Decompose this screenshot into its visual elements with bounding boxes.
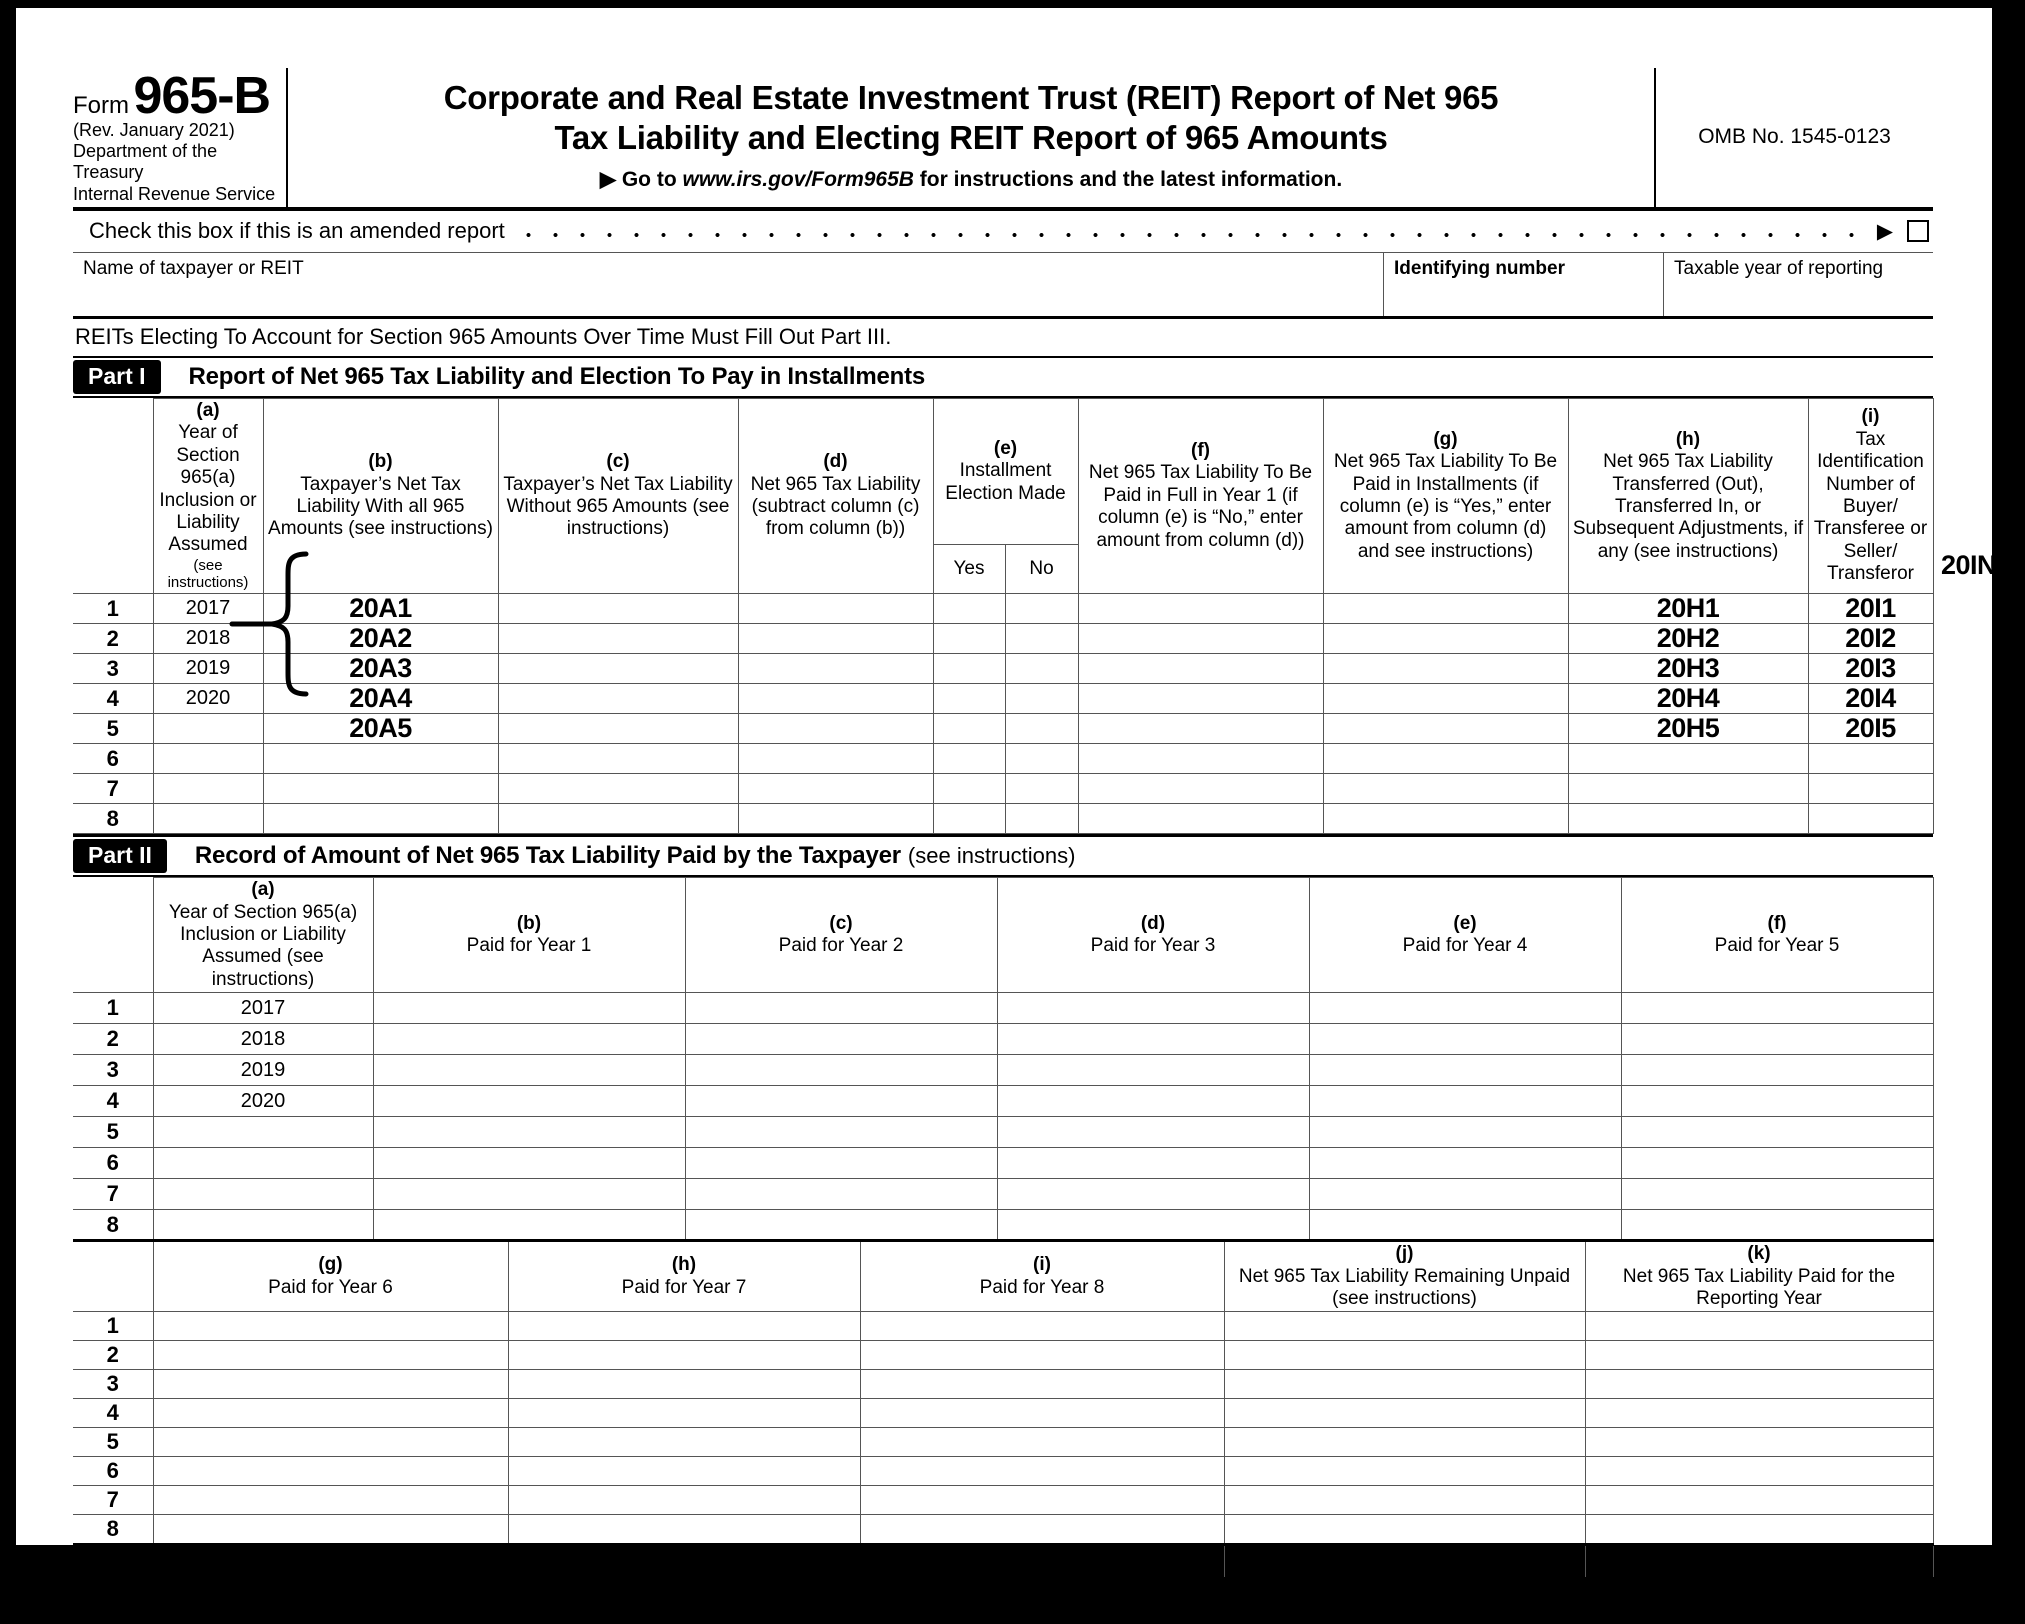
entry-cell [498,624,738,654]
entry-cell [738,624,933,654]
part2-col-k-header: (k) Net 965 Tax Liability Paid for the Reporting Year [1585,1242,1933,1312]
part2-header-bar [73,834,1933,877]
entry-cell [1078,804,1323,834]
entry-cell [1323,624,1568,654]
yes-cell [933,774,1005,804]
year-cell: 2019 [153,1055,373,1086]
identifying-number-field: Identifying number [1383,253,1663,316]
goto-suffix: for instructions and the latest information. [919,167,1343,191]
part2-row [73,1117,1933,1148]
year-cell: 2020 [153,684,263,714]
entry-cell [1568,804,1808,834]
entry-cell [1568,744,1808,774]
entry-cell [1309,1179,1621,1210]
entry-cell [1078,714,1323,744]
part2-row [73,1486,1933,1515]
entry-cell [738,804,933,834]
totals-entry-cell [1224,1545,1585,1579]
row-number: 2 [73,1024,153,1055]
entry-cell [1224,1515,1585,1545]
entry-cell [153,1515,508,1545]
entry-cell [373,993,685,1024]
entry-cell [997,1210,1309,1241]
code-cell-b: 20A1 [263,594,498,624]
entry-cell [153,1486,508,1515]
form-number: 965-B [133,67,271,125]
part1-col-e-header: (e) Installment Election Made [933,398,1078,544]
row-number: 2 [73,1341,153,1370]
row-number: 3 [73,1055,153,1086]
entry-cell [1585,1486,1933,1515]
no-cell [1005,594,1078,624]
part2-row [73,1341,1933,1370]
entry-cell [373,1179,685,1210]
part2-col-b-header: (b) Paid for Year 1 [373,878,685,993]
taxpayer-name-field: Name of taxpayer or REIT [83,257,304,279]
no-subheader: No [1005,544,1078,593]
part2-row [73,1086,1933,1117]
part1-row [73,774,1933,804]
row-number: 8 [73,1210,153,1241]
part2-row [73,1370,1933,1399]
footer-revision: (Rev. 1-2021) [1818,1600,1933,1622]
part1-row [73,744,1933,774]
entry-cell [1224,1370,1585,1399]
code-cell-h: 20H5 [1568,714,1808,744]
omb-number: OMB No. 1545-0123 [1698,125,1891,149]
part2-col-c-header: (c) Paid for Year 2 [685,878,997,993]
year-cell [153,1148,373,1179]
entry-cell [1585,1399,1933,1428]
footer-form-word: Form [1695,1600,1740,1622]
code-cell-b: 20A3 [263,654,498,684]
entry-cell [263,744,498,774]
code-cell-i: 20I1 [1808,594,1933,624]
entry-cell [738,654,933,684]
row-number: 7 [73,1179,153,1210]
row-number-header [73,398,153,593]
entry-cell [860,1370,1224,1399]
entry-cell [1585,1370,1933,1399]
entry-cell [1078,684,1323,714]
entry-cell [373,1117,685,1148]
row-number: 8 [73,1515,153,1545]
entry-cell [263,774,498,804]
row-number: 2 [73,624,153,654]
part1-col-b-header: (b) Taxpayer’s Net Tax Liability With all 965 Amounts (see instructions) [263,398,498,593]
part2-table-b [73,1242,1934,1581]
entry-cell [1078,624,1323,654]
form-title-line1: Corporate and Real Estate Investment Trust (REIT) Report of Net 965 [443,79,1499,116]
entry-cell [1808,744,1933,774]
part2-col-d-header: (d) Paid for Year 3 [997,878,1309,993]
entry-cell [1078,744,1323,774]
no-cell [1005,744,1078,774]
totals-cell [73,1545,1224,1579]
taxable-year-field: Taxable year of reporting [1663,253,1933,316]
year-cell [153,1210,373,1241]
entry-cell [685,1179,997,1210]
row-number-header [73,1242,153,1312]
part2-row [73,1515,1933,1545]
form-title-line2: Tax Liability and Electing REIT Report of 965 Amounts [554,119,1388,157]
entry-cell [1224,1399,1585,1428]
yes-cell [933,714,1005,744]
part2-row [73,1179,1933,1210]
yes-cell [933,684,1005,714]
part1-col-d-header: (d) Net 965 Tax Liability (subtract column (c) from column (b)) [738,398,933,593]
entry-cell [1309,1117,1621,1148]
code-cell-i: 20I5 [1808,714,1933,744]
entry-cell [508,1457,860,1486]
entry-cell [738,594,933,624]
entry-cell [1078,774,1323,804]
entry-cell [1309,1086,1621,1117]
entry-cell [1585,1341,1933,1370]
entry-cell [1224,1428,1585,1457]
entry-cell [1568,774,1808,804]
entry-cell [1323,714,1568,744]
catalog-number: Cat. No. 71278S [1245,1592,1386,1614]
part2-col-g-header: (g) Paid for Year 6 [153,1242,508,1312]
no-cell [1005,774,1078,804]
entry-cell [997,993,1309,1024]
year-cell: 2017 [153,993,373,1024]
part1-header-bar [73,356,1933,398]
amended-report-checkbox[interactable] [1907,220,1929,242]
part1-col-a-header: (a) Year of Section 965(a) Inclusion or Liability Assumed (see instructions) [153,398,263,593]
year-cell [153,1117,373,1148]
code-cell-h: 20H1 [1568,594,1808,624]
entry-cell [508,1486,860,1515]
leader-dots [150,1553,1193,1571]
entry-cell [498,714,738,744]
year-cell [153,774,263,804]
part1-col-i-header: (i) Tax Identification Number of Buyer/ Transferee or Seller/ Transferor [1808,398,1933,593]
entry-cell [1323,684,1568,714]
entry-cell [1323,744,1568,774]
part2-row [73,1428,1933,1457]
row-number: 1 [73,594,153,624]
no-cell [1005,714,1078,744]
entry-cell [1621,1024,1933,1055]
entry-cell [1224,1486,1585,1515]
entry-cell [685,1055,997,1086]
row-number: 3 [73,1370,153,1399]
part2-col-e-header: (e) Paid for Year 4 [1309,878,1621,993]
form-footer [73,1581,1933,1624]
entry-cell [685,1024,997,1055]
entry-cell [1585,1515,1933,1545]
entry-cell [997,1117,1309,1148]
form-revision: (Rev. January 2021) [73,120,235,140]
entry-cell [685,993,997,1024]
totals-entry-cell [1585,1545,1933,1579]
row-number: 5 [73,714,153,744]
part1-row [73,714,1933,744]
row-number: 6 [73,744,153,774]
entry-cell [498,774,738,804]
entry-cell [738,684,933,714]
row-number: 3 [73,654,153,684]
row-number: 6 [73,1457,153,1486]
form-header [73,68,1933,211]
entry-cell [498,654,738,684]
entry-cell [373,1024,685,1055]
arrow-right-icon: ▶ [599,167,616,191]
row-number: 4 [73,1086,153,1117]
footer-form-number: 965-B [1744,1592,1813,1623]
entry-cell [997,1024,1309,1055]
year-cell [153,804,263,834]
entry-cell [508,1399,860,1428]
entry-cell [997,1179,1309,1210]
entry-cell [685,1117,997,1148]
arrow-right-icon: ▶ [1876,219,1893,243]
yes-cell [933,804,1005,834]
entry-cell [685,1086,997,1117]
entry-cell [860,1428,1224,1457]
entry-cell [1621,1179,1933,1210]
row-number: 1 [73,1312,153,1341]
part2-col-j-header: (j) Net 965 Tax Liability Remaining Unpaid (see instructions) [1224,1242,1585,1312]
code-cell-b: 20A5 [263,714,498,744]
code-cell-h: 20H2 [1568,624,1808,654]
part2-col-h-header: (h) Paid for Year 7 [508,1242,860,1312]
omb-block [1656,68,1933,207]
entry-cell [860,1457,1224,1486]
row-number: 4 [73,1399,153,1428]
year-cell: 2020 [153,1086,373,1117]
leader-dots [515,222,1867,240]
reit-note: REITs Electing To Account for Section 965 Amounts Over Time Must Fill Out Part III. [75,323,892,349]
row-number: 1 [73,993,153,1024]
part2-label: Part II [73,839,167,873]
row-number: 7 [73,1486,153,1515]
entry-cell [997,1055,1309,1086]
year-cell: 2017 [153,594,263,624]
agency-line2: Internal Revenue Service [73,183,276,204]
code-cell-i: 20I2 [1808,624,1933,654]
entry-cell [373,1086,685,1117]
identity-row [73,253,1933,319]
entry-cell [1323,594,1568,624]
code-cell-h: 20H3 [1568,654,1808,684]
entry-cell [685,1148,997,1179]
part2-col-f-header: (f) Paid for Year 5 [1621,878,1933,993]
part2-title: Record of Amount of Net 965 Tax Liability Paid by the Taxpayer [194,842,901,870]
totals-row [73,1545,1933,1579]
part2-row [73,1312,1933,1341]
entry-cell [738,744,933,774]
entry-cell [498,684,738,714]
amended-report-row [73,211,1933,253]
entry-cell [685,1210,997,1241]
entry-cell [373,1055,685,1086]
year-cell [153,714,263,744]
entry-cell [1323,654,1568,684]
form-page [16,8,1997,1623]
part1-title: Report of Net 965 Tax Liability and Election To Pay in Installments [188,362,926,390]
code-cell-i: 20I4 [1808,684,1933,714]
part1-col-h-header: (h) Net 965 Tax Liability Transferred (Out), Transferred In, or Subsequent Adjustments, if any (see instructions) [1568,398,1808,593]
no-cell [1005,684,1078,714]
code-cell-i: 20I3 [1808,654,1933,684]
entry-cell [1078,654,1323,684]
yes-cell [933,744,1005,774]
part2-row [73,1457,1933,1486]
form-title-block [288,68,1656,207]
year-cell: 2018 [153,1024,373,1055]
part2-row [73,1055,1933,1086]
row-number: 4 [73,684,153,714]
agency-line1: Department of the Treasury [73,141,218,183]
entry-cell [153,1341,508,1370]
row-number: 5 [73,1428,153,1457]
goto-instructions [298,168,1644,192]
entry-cell [738,774,933,804]
entry-cell [738,714,933,744]
no-cell [1005,804,1078,834]
year-cell [153,1179,373,1210]
entry-cell [1621,1117,1933,1148]
entry-cell [860,1399,1224,1428]
no-cell [1005,624,1078,654]
entry-cell [153,1428,508,1457]
part1-row [73,594,1933,624]
part2-row [73,1399,1933,1428]
part2-table-a [73,877,1934,1242]
no-cell [1005,654,1078,684]
part2-col-i-header: (i) Paid for Year 8 [860,1242,1224,1312]
entry-cell [1808,774,1933,804]
entry-cell [1621,1055,1933,1086]
entry-cell [1621,1148,1933,1179]
form-url-link[interactable]: www.irs.gov/Form965B [682,167,914,191]
totals-label: Totals [77,1548,141,1574]
entry-cell [153,1370,508,1399]
row-number: 5 [73,1117,153,1148]
footer-form-id [1695,1593,1933,1624]
part1-table-wrap [73,398,1997,834]
form-id-block [73,68,288,207]
entry-cell [508,1370,860,1399]
entry-cell [1808,804,1933,834]
row-number-header [73,878,153,993]
entry-cell [498,594,738,624]
part2-col-a-header: (a) Year of Section 965(a) Inclusion or Liability Assumed (see instructions) [153,878,373,993]
entry-cell [1309,993,1621,1024]
entry-cell [997,1086,1309,1117]
yes-cell [933,654,1005,684]
part1-col-f-header: (f) Net 965 Tax Liability To Be Paid in Full in Year 1 (if column (e) is “No,” enter amount from column (d)) [1078,398,1323,593]
part1-col-g-header: (g) Net 965 Tax Liability To Be Paid in Installments (if column (e) is “Yes,” enter amount from column (d) and see instructions) [1323,398,1568,593]
part1-row [73,804,1933,834]
entry-cell [498,744,738,774]
entry-cell [1323,804,1568,834]
entry-cell [1585,1312,1933,1341]
year-cell [153,744,263,774]
entry-cell [1224,1341,1585,1370]
part1-label: Part I [73,360,161,394]
yes-cell [933,594,1005,624]
part1-table [73,398,1934,834]
part2-row [73,993,1933,1024]
entry-cell [508,1428,860,1457]
entry-cell [860,1341,1224,1370]
privacy-notice: For Privacy Act and Paperwork Reduction Act Notice, see the separate instructions. [73,1598,909,1622]
entry-cell [1224,1312,1585,1341]
entry-cell [1309,1148,1621,1179]
entry-cell [373,1210,685,1241]
code-cell-h: 20H4 [1568,684,1808,714]
entry-cell [1078,594,1323,624]
year-cell: 2018 [153,624,263,654]
part2-title-note: (see instructions) [907,843,1076,869]
arrow-right-icon: ▶ [1203,1550,1220,1574]
entry-cell [1309,1055,1621,1086]
entry-cell [1621,993,1933,1024]
code-cell-b: 20A2 [263,624,498,654]
entry-cell [153,1457,508,1486]
yes-cell [933,624,1005,654]
part2-row [73,1024,1933,1055]
entry-cell [1224,1457,1585,1486]
part2-row [73,1210,1933,1241]
year-cell: 2019 [153,654,263,684]
entry-cell [1621,1086,1933,1117]
goto-prefix: Go to [621,167,677,191]
entry-cell [860,1312,1224,1341]
entry-cell [498,804,738,834]
entry-cell [153,1399,508,1428]
row-number: 8 [73,804,153,834]
entry-cell [508,1515,860,1545]
entry-cell [263,804,498,834]
entry-cell [1323,774,1568,804]
row-number: 7 [73,774,153,804]
form-word: Form [73,92,129,119]
entry-cell [860,1515,1224,1545]
entry-cell [997,1148,1309,1179]
entry-cell [1309,1210,1621,1241]
part1-col-c-header: (c) Taxpayer’s Net Tax Liability Without 965 Amounts (see instructions) [498,398,738,593]
entry-cell [373,1148,685,1179]
amended-report-label: Check this box if this is an amended report [89,218,505,244]
part1-row [73,684,1933,714]
row-number: 6 [73,1148,153,1179]
entry-cell [1585,1457,1933,1486]
entry-cell [1621,1210,1933,1241]
entry-cell [860,1486,1224,1515]
yes-subheader: Yes [933,544,1005,593]
part1-row [73,654,1933,684]
entry-cell [508,1312,860,1341]
margin-annotation-code: 20IN [1941,549,1997,580]
part1-row [73,624,1933,654]
entry-cell [1309,1024,1621,1055]
entry-cell [153,1312,508,1341]
part2-row [73,1148,1933,1179]
entry-cell [1585,1428,1933,1457]
code-cell-b: 20A4 [263,684,498,714]
entry-cell [508,1341,860,1370]
